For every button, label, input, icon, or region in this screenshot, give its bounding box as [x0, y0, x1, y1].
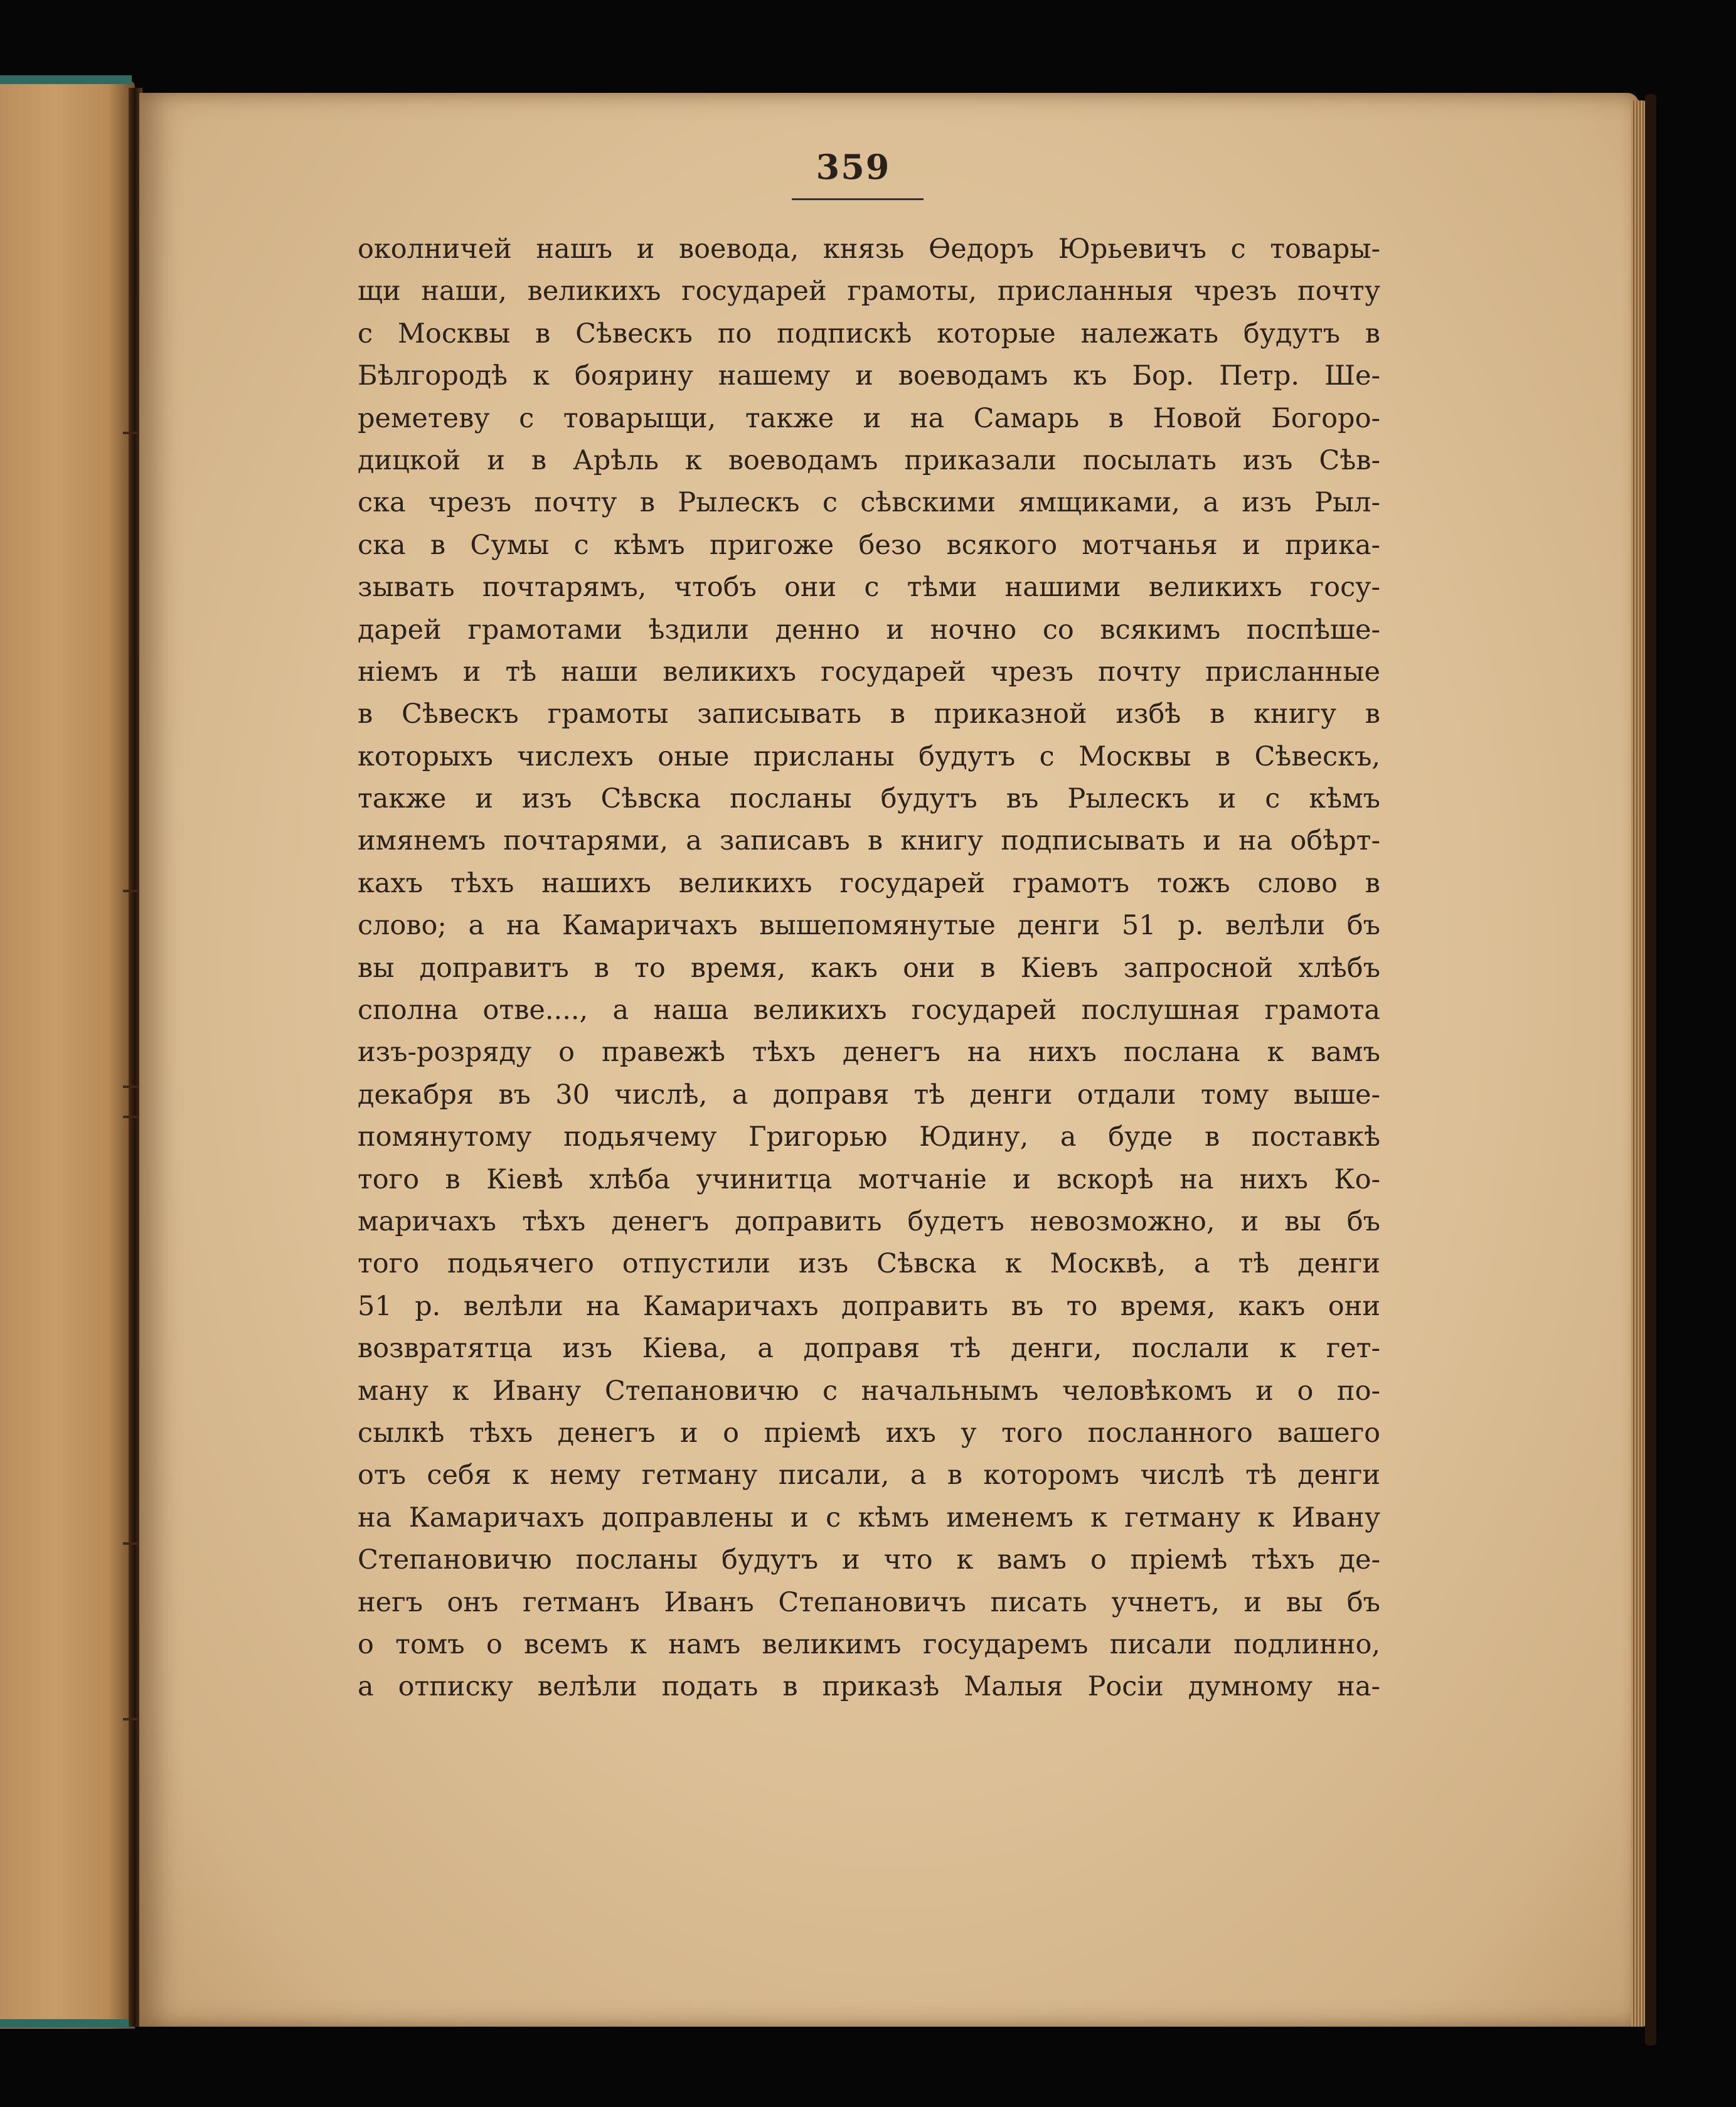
- text-line: помянутому подьячему Григорью Юдину, а буде в поставкѣ: [358, 1121, 1380, 1153]
- text-line: дарей грамотами ѣздили денно и ночно со всякимъ поспѣше-: [358, 614, 1380, 646]
- text-line: отъ себя к нему гетману писали, а в которомъ числѣ тѣ денги: [358, 1459, 1380, 1491]
- left-page-edge: [0, 80, 135, 2029]
- text-line: негъ онъ гетманъ Иванъ Степановичъ писать учнетъ, и вы бъ: [358, 1586, 1380, 1618]
- header-rule: [792, 198, 924, 200]
- text-line: декабря въ 30 числѣ, а доправя тѣ денги отдали тому выше-: [358, 1079, 1380, 1111]
- text-line: Бѣлгородѣ к боярину нашему и воеводамъ къ Бор. Петр. Ше-: [358, 360, 1380, 392]
- text-line: возвратятца изъ Кіева, а доправя тѣ денги, послали к гет-: [358, 1333, 1380, 1365]
- cover-strip-bottom: [0, 2019, 135, 2028]
- text-line: дицкой и в Арѣль к воеводамъ приказали посылать изъ Сѣв-: [358, 444, 1380, 476]
- cover-strip-top: [0, 75, 132, 84]
- text-line: 51 р. велѣли на Камаричахъ доправить въ то время, какъ они: [358, 1290, 1380, 1322]
- page-number: 359: [816, 147, 891, 187]
- text-line: ска в Сумы с кѣмъ пригоже безо всякого мотчанья и прика-: [358, 529, 1380, 561]
- text-line: вы доправитъ в то время, какъ они в Кіевъ запросной хлѣбъ: [358, 952, 1380, 984]
- body-text: [358, 228, 1380, 1709]
- text-line: реметеву с товарыщи, также и на Самарь в Новой Богоро-: [358, 402, 1380, 434]
- text-line: того в Кіевѣ хлѣба учинитца мотчаніе и вскорѣ на нихъ Ко-: [358, 1163, 1380, 1195]
- text-line: а отписку велѣли подать в приказѣ Малыя Росіи думному на-: [358, 1671, 1380, 1703]
- text-line: о томъ о всемъ к намъ великимъ государемъ писали подлинно,: [358, 1628, 1380, 1660]
- text-line: с Москвы в Сѣвескъ по подпискѣ которые належать будутъ в: [358, 317, 1380, 349]
- text-line: щи наши, великихъ государей грамоты, присланныя чрезъ почту: [358, 275, 1380, 307]
- back-cover-edge: [1645, 94, 1656, 2046]
- text-line: слово; а на Камаричахъ вышепомянутые денги 51 р. велѣли бъ: [358, 910, 1380, 942]
- text-line: в Сѣвескъ грамоты записывать в приказной избѣ в книгу в: [358, 698, 1380, 730]
- text-line: имянемъ почтарями, а записавъ в книгу подписывать и на обѣрт-: [358, 825, 1380, 857]
- text-line: кахъ тѣхъ нашихъ великихъ государей грамотъ тожъ слово в: [358, 867, 1380, 899]
- text-line: ска чрезъ почту в Рылескъ с сѣвскими ямщиками, а изъ Рыл-: [358, 487, 1380, 519]
- text-line: сылкѣ тѣхъ денегъ и о пріемѣ ихъ у того посланного вашего: [358, 1417, 1380, 1449]
- text-line: сполна отве...., а наша великихъ государей послушная грамота: [358, 995, 1380, 1027]
- text-line: ніемъ и тѣ наши великихъ государей чрезъ почту присланные: [358, 656, 1380, 688]
- text-line: на Камаричахъ доправлены и с кѣмъ именемъ к гетману к Ивану: [358, 1502, 1380, 1534]
- text-line: которыхъ числехъ оные присланы будутъ с Москвы в Сѣвескъ,: [358, 740, 1380, 772]
- text-line: околничей нашъ и воевода, князь Ѳедоръ Юрьевичъ с товары-: [358, 233, 1380, 265]
- text-line: зывать почтарямъ, чтобъ они с тѣми нашими великихъ госу-: [358, 572, 1380, 604]
- text-line: того подьячего отпустили изъ Сѣвска к Москвѣ, а тѣ денги: [358, 1248, 1380, 1280]
- text-line: изъ-розряду о правежѣ тѣхъ денегъ на нихъ послана к вамъ: [358, 1037, 1380, 1069]
- text-line: также и изъ Сѣвска посланы будутъ въ Рылескъ и с кѣмъ: [358, 783, 1380, 815]
- text-line: Степановичю посланы будутъ и что к вамъ о пріемѣ тѣхъ де-: [358, 1544, 1380, 1576]
- text-line: ману к Ивану Степановичю с начальнымъ человѣкомъ и о по-: [358, 1375, 1380, 1407]
- text-line: маричахъ тѣхъ денегъ доправить будетъ невозможно, и вы бъ: [358, 1205, 1380, 1237]
